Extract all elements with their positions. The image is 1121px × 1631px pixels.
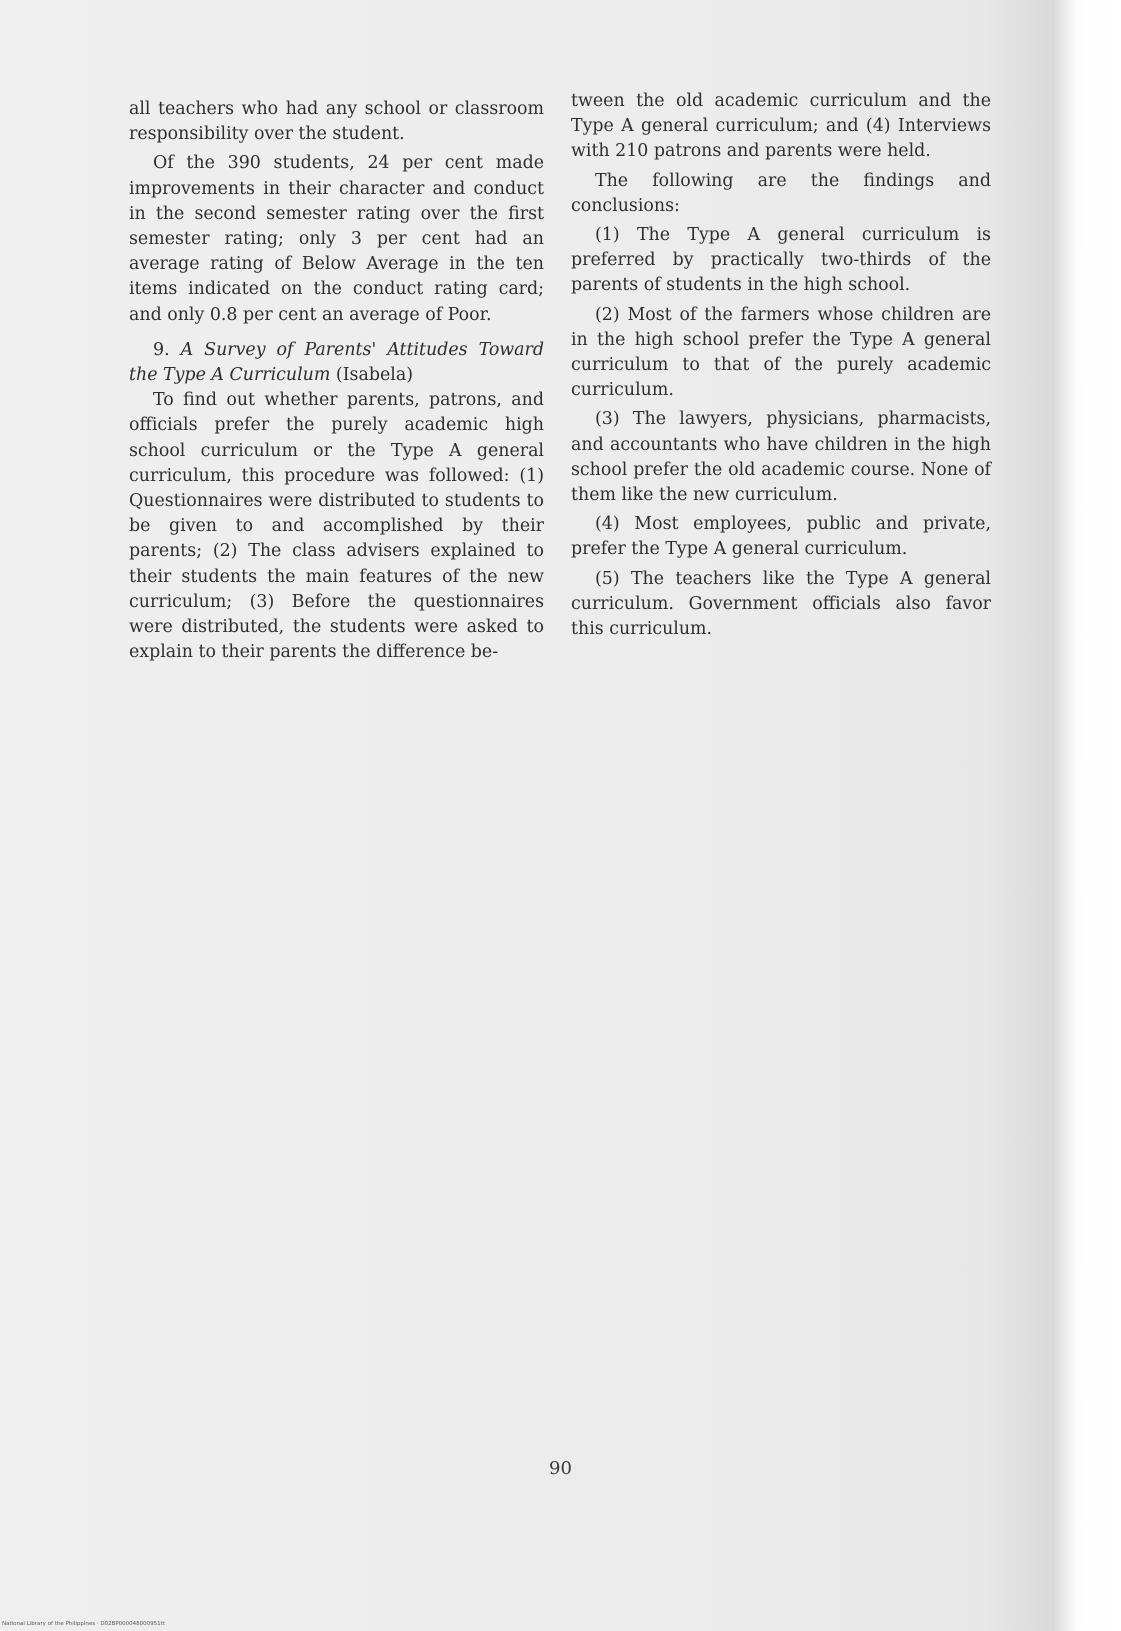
left-column [129,97,544,669]
section-heading [129,338,544,388]
finding-1: (1) The Type A general curriculum is preferred by practically two-thirds of the parents of students in the high school. [571,225,991,296]
section-heading-title: A Survey of Parents' Attitudes Toward the Type A Curriculum [129,339,545,386]
right-paragraph-1: tween the old academic curriculum and the Type A general curriculum; and (4) Interviews with 210 patrons and parents were held. [571,91,991,162]
finding-2: (2) Most of the farmers whose children are in the high school prefer the Type A general curriculum to that of the purely academic curriculum. [571,304,991,401]
section-heading-number: 9. [153,339,170,360]
left-paragraph-2: Of the 390 students, 24 per cent made improvements in their character and conduct in the second semester rating over the first semester rating; only 3 per cent had an average rating of Below Average in the ten items indicated on the conduct rating card; and only 0.8 per cent an average of Poor. [129,153,544,325]
right-column [571,89,991,646]
page-number: 90 [549,1458,572,1479]
finding-4: (4) Most employees, public and private, prefer the Type A general curriculum. [571,514,991,560]
left-paragraph-1: all teachers who had any school or classroom responsibility over the student. [129,99,544,145]
left-paragraph-3: To find out whether parents, patrons, and officials prefer the purely academic high school curriculum or the Type A general curriculum, this procedure was followed: (1) Questionnaires were distributed to students to be given to and accomplished by their parents; (2) The class advisers explained to their students the main features of the new curriculum; (3) Before the questionnaires were distributed, the students were asked to explain to their parents the difference be- [129,390,544,663]
right-paragraph-2: The following are the findings and conclusions: [571,170,991,216]
finding-5: (5) The teachers like the Type A general curriculum. Government officials also favor this curriculum. [571,568,991,640]
section-heading-location: (Isabela) [335,365,413,386]
library-footer-stamp: National Library of the Philippines · D02BP000048000951tt [2,1621,165,1627]
finding-3: (3) The lawyers, physicians, pharmacists, and accountants who have children in the high school prefer the old academic course. None of them like the new curriculum. [571,409,991,506]
